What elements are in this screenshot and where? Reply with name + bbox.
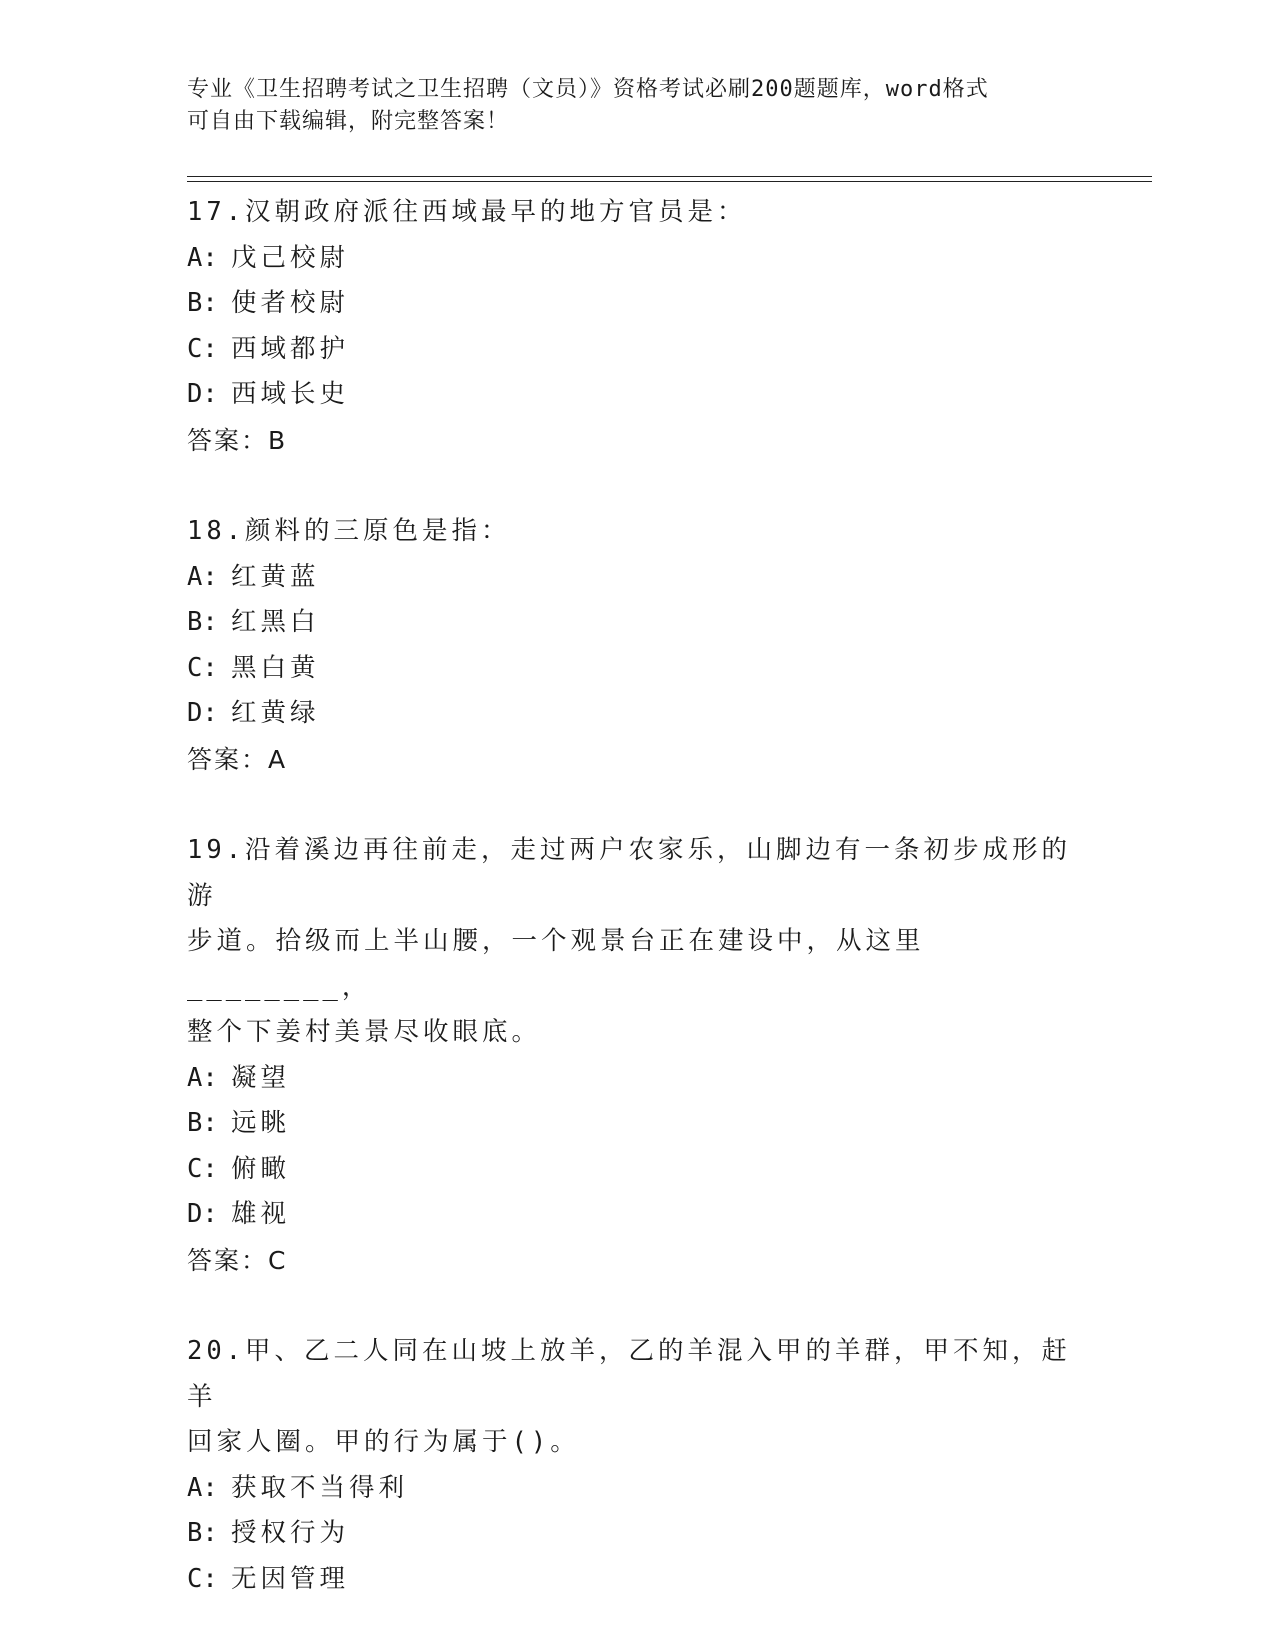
option-letter: C: [187,1153,218,1184]
answer-option [187,555,1087,601]
answer-option [187,646,1087,692]
question-block [187,828,1087,1283]
option-text: 凝望 [231,1062,291,1093]
option-letter: C: [187,333,218,364]
option-text: 俯瞰 [231,1153,291,1184]
question-stem-line: 20.甲、乙二人同在山坡上放羊，乙的羊混入甲的羊群，甲不知，赶羊 [187,1336,1072,1412]
answer-key: 答案：A [187,744,288,774]
answer-option [187,600,1087,646]
option-text: 西域都护 [231,333,350,364]
answer-option [187,1511,1087,1557]
question-block [187,190,1087,463]
option-text: 雄视 [231,1199,291,1229]
question-stem-line: 18.颜料的三原色是指： [187,516,511,546]
question-stem-line: 19.沿着溪边再往前走，走过两户农家乐，山脚边有一条初步成形的游 [187,835,1072,911]
option-text: 授权行为 [231,1518,350,1548]
option-letter: B: [187,288,218,318]
option-letter: A: [187,561,218,592]
option-text: 戊己校尉 [231,242,350,273]
option-text: 西域长史 [231,379,350,409]
option-text: 远眺 [231,1108,291,1138]
question-stem-line: 整个下姜村美景尽收眼底。 [187,1017,542,1047]
option-letter: B: [187,1518,218,1548]
question-stem-line: 17.汉朝政府派往西域最早的地方官员是： [187,197,747,227]
answer-option [187,327,1087,373]
answer-option [187,1466,1087,1512]
question-block [187,509,1087,782]
header-divider-bottom [187,181,1152,182]
option-text: 红黄蓝 [231,561,320,592]
option-letter: A: [187,1062,218,1093]
answer-key: 答案：B [187,425,288,455]
question-block [187,1329,1087,1602]
option-letter: A: [187,1472,218,1503]
answer-option [187,1101,1087,1147]
option-letter: D: [187,698,218,728]
header-line-1: 专业《卫生招聘考试之卫生招聘（文员）》资格考试必刷200题题库，word格式 [187,77,989,102]
option-text: 红黑白 [231,607,320,637]
option-text: 黑白黄 [231,652,320,683]
option-text: 无因管理 [231,1563,350,1594]
answer-option [187,236,1087,282]
answer-option [187,281,1087,327]
answer-option [187,372,1087,418]
question-stem-line: 步道。拾级而上半山腰，一个观景台正在建设中，从这里________， [187,926,925,1002]
answer-key: 答案：C [187,1245,288,1275]
answer-option [187,1147,1087,1193]
option-letter: B: [187,1108,218,1138]
option-letter: D: [187,379,218,409]
question-stem-line: 回家人圈。甲的行为属于()。 [187,1427,580,1457]
option-text: 获取不当得利 [231,1472,409,1503]
option-letter: D: [187,1199,218,1229]
option-letter: C: [187,652,218,683]
header-line-2: 可自由下载编辑，附完整答案！ [187,109,510,134]
answer-option [187,1557,1087,1603]
header-divider-top [187,176,1152,177]
option-letter: C: [187,1563,218,1594]
answer-option [187,1192,1087,1238]
option-text: 红黄绿 [231,698,320,728]
question-list [187,190,1087,1648]
document-header [187,74,1087,138]
option-letter: A: [187,242,218,273]
answer-option [187,691,1087,737]
answer-option [187,1056,1087,1102]
option-letter: B: [187,607,218,637]
option-text: 使者校尉 [231,288,350,318]
